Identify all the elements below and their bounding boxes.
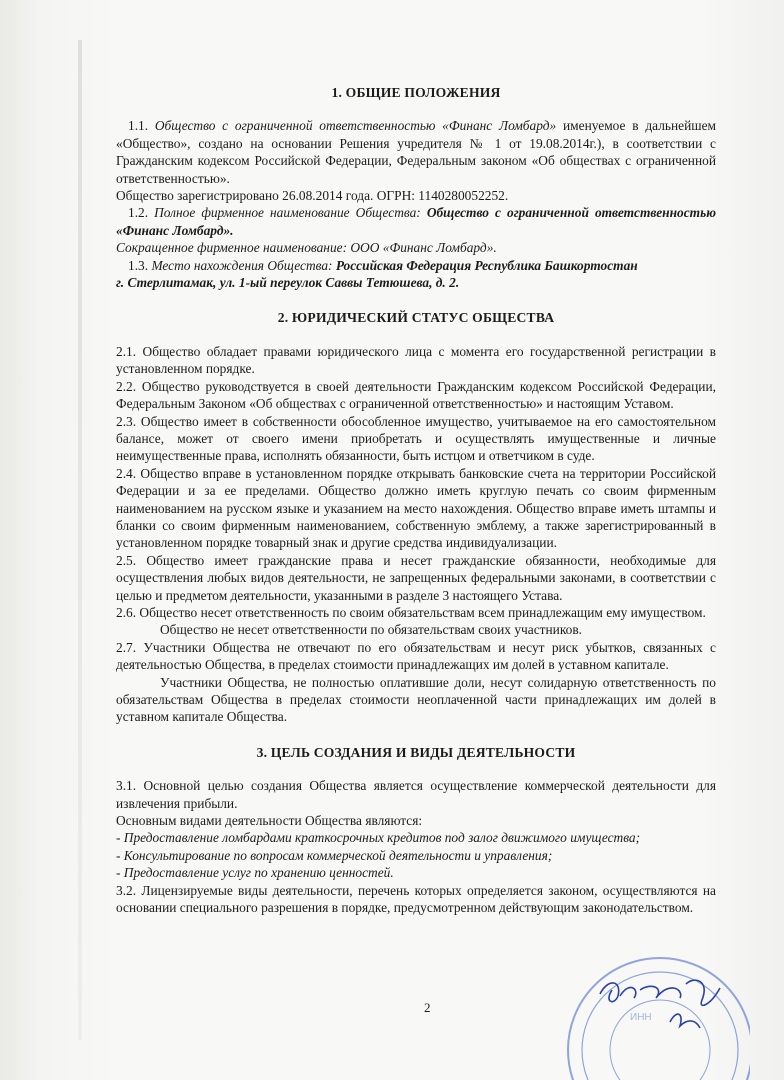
section-3-heading: 3. ЦЕЛЬ СОЗДАНИЯ И ВИДЫ ДЕЯТЕЛЬНОСТИ <box>256 744 576 760</box>
paragraph-3-2: 3.2. Лицензируемые виды деятельности, перечень которых определяется законом, осуществляются на основании специального разрешения в порядке, предусмотренном действующим законодательством. <box>116 882 716 916</box>
short-name-line: Сокращенное фирменное наименование: ООО «Финанс Ломбард». <box>116 240 497 256</box>
registration-line: Общество зарегистрировано 26.08.2014 года. ОГРН: 1140280052252. <box>116 188 509 204</box>
company-name-italic: Общество с ограниченной ответственностью «Финанс Ломбард» <box>154 118 557 134</box>
full-name-bold: Общество с ограниченной ответственностью «Финанс Ломбард». <box>116 205 716 238</box>
paragraph-1-2 <box>116 204 716 239</box>
clause-number: 1.3. <box>128 257 152 273</box>
activities-intro: Основным видами деятельности Общества являются: <box>116 813 423 829</box>
clause-label-italic: Полное фирменное наименование Общества: <box>154 205 421 221</box>
clause-text: именуемое в дальнейшем «Общество», создано на основании Решения учредителя № 1 от 19.08.2014г.), в соответствии с Гражданским кодексом Российской Федерации, Федеральным законом «Об обществах с ограниченной ответственностью». <box>116 118 716 186</box>
activity-item: - Предоставление услуг по хранению ценностей. <box>116 865 394 881</box>
paragraph-2-7-note: Участники Общества, не полностью оплатившие доли, несут солидарную ответственность по обязательствам Общества в пределах стоимости неоплаченной части принадлежащих им долей в уставном капитале Общества. <box>116 674 716 725</box>
location-bold: Российская Федерация Республика Башкортостан <box>332 257 638 273</box>
stamp-ring-text: ИНН <box>630 1012 652 1023</box>
clause-label-italic: Место нахождения Общества: <box>151 257 333 273</box>
activity-item: - Предоставление ломбардами краткосрочных кредитов под залог движимого имущества; <box>116 830 641 846</box>
signature-initials <box>670 1014 700 1028</box>
clause-number: 1.1. <box>128 118 155 134</box>
company-seal-stamp <box>560 940 750 1080</box>
page-number: 2 <box>424 1000 431 1015</box>
paragraph-2-2: 2.2. Общество руководствуется в своей деятельности Гражданским кодексом Российской Федерации, Федеральным Законом «Об обществах с ограниченной ответственностью» и настоящим Уставом. <box>116 378 716 412</box>
paragraph-1-3 <box>116 257 716 274</box>
paragraph-2-3: 2.3. Общество имеет в собственности обособленное имущество, учитываемое на его самостоятельном балансе, может от своего имени приобретать и осуществлять имущественные и личные неимущественные права, исполнять обязанности, быть истцом и ответчиком в суде. <box>116 413 716 464</box>
activity-item: - Консультирование по вопросам коммерческой деятельности и управления; <box>116 847 553 863</box>
scan-edge-shadow <box>78 40 82 1040</box>
paragraph-3-1: 3.1. Основной целью создания Общества является осуществление коммерческой деятельности для извлечения прибыли. <box>116 778 716 811</box>
paragraph-2-4: 2.4. Общество вправе в установленном порядке открывать банковские счета на территории Российской Федерации и за ее пределами. Общество должно иметь круглую печать со своим фирменным наименованием на русском языке и указанием на место нахождения. Общество вправе иметь штампы и бланки со своим фирменным наименованием, собственную эмблему, а также зарегистрированный в установленном порядке товарный знак и другие средства индивидуализации. <box>116 465 716 551</box>
clause-number: 1.2. <box>128 205 155 221</box>
section-2-heading: 2. ЮРИДИЧЕСКИЙ СТАТУС ОБЩЕСТВА <box>277 310 555 326</box>
document-body <box>116 84 716 916</box>
paragraph-1-1 <box>116 117 716 187</box>
paragraph-2-6: 2.6. Общество несет ответственность по своим обязательствам всем принадлежащим ему имуществом. <box>116 604 706 620</box>
paragraph-2-6-note: Общество не несет ответственности по обязательствам своих участников. <box>160 622 583 638</box>
paragraph-2-5: 2.5. Общество имеет гражданские права и несет гражданские обязанности, необходимые для осуществления любых видов деятельности, не запрещенных федеральными законами, в соответствии с целью и предметом деятельности, указанными в разделе 3 настоящего Устава. <box>116 552 716 603</box>
paragraph-2-1: 2.1. Общество обладает правами юридического лица с момента его государственной регистрации в установленном порядке. <box>116 343 716 377</box>
address-line: г. Стерлитамак, ул. 1-ый переулок Саввы Тетюшева, д. 2. <box>116 275 460 291</box>
section-1-heading: 1. ОБЩИЕ ПОЛОЖЕНИЯ <box>331 85 501 100</box>
paragraph-2-7: 2.7. Участники Общества не отвечают по его обязательствам и несут риск убытков, связанных с деятельностью Общества, в пределах стоимости принадлежащих им долей в уставном капитале. <box>116 639 716 673</box>
